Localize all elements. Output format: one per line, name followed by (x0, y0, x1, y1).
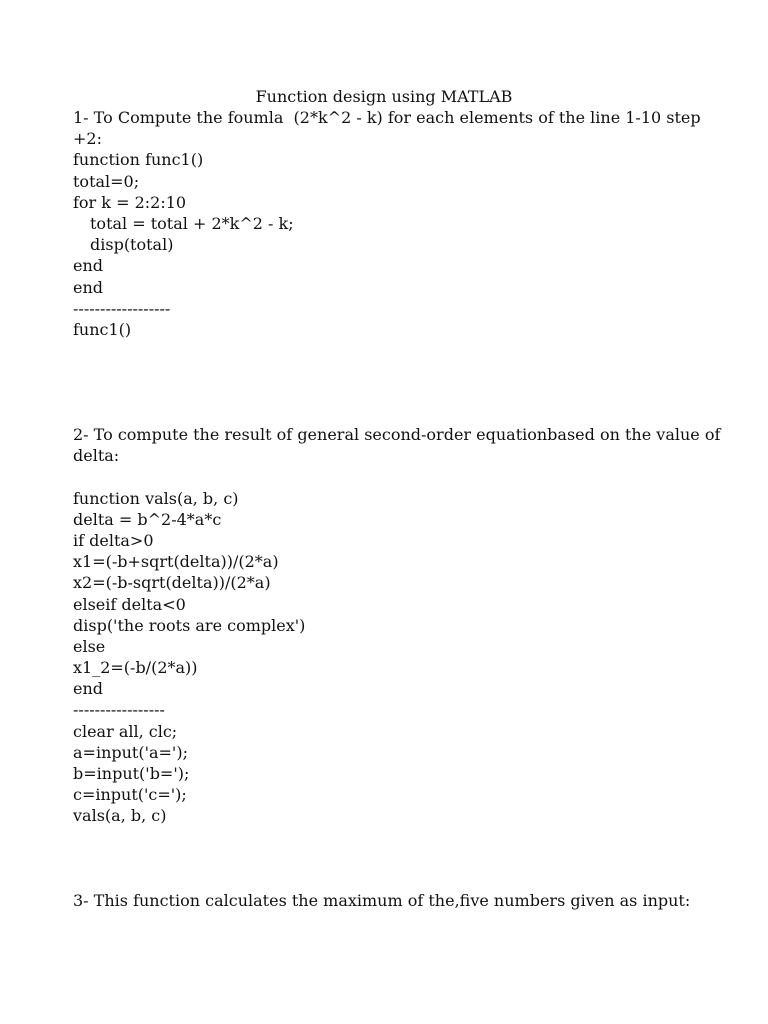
section-heading: 3- This function calculates the maximum of the,five numbers given as input: (73, 891, 691, 910)
code-line: x1_2=(-b/(2*a)) (73, 658, 198, 678)
code-line: vals(a, b, c) (73, 806, 167, 826)
section-heading: 1- To Compute the foumla (2*k^2 - k) for each elements of the line 1-10 step (73, 108, 701, 127)
separator-line: ------------------ (73, 298, 171, 318)
code-line: if delta>0 (73, 530, 154, 550)
code-line: for k = 2:2:10 (73, 192, 187, 212)
section-heading-continued: delta: (73, 446, 120, 466)
code-line: c=input('c='); (73, 785, 187, 805)
code-line: a=input('a='); (73, 742, 188, 762)
section-2 (73, 424, 721, 827)
code-line: elseif delta<0 (73, 594, 186, 614)
code-line: func1() (73, 319, 132, 339)
code-line: delta = b^2-4*a*c (73, 509, 222, 529)
code-line: clear all, clc; (73, 721, 178, 741)
code-line: end (73, 277, 104, 297)
code-line: function func1() (73, 150, 204, 170)
code-line: disp(total) (90, 235, 174, 255)
code-line: total=0; (73, 171, 140, 191)
code-line: x1=(-b+sqrt(delta))/(2*a) (73, 552, 279, 572)
code-line: disp('the roots are complex') (73, 615, 306, 635)
code-line: end (73, 679, 104, 699)
section-1 (73, 107, 713, 340)
section-heading: 2- To compute the result of general second-order equationbased on the value of (73, 425, 721, 444)
section-heading-continued: +2: (73, 129, 102, 149)
blank-line (73, 466, 713, 487)
separator-line: ----------------- (73, 700, 165, 720)
section-3 (73, 890, 713, 911)
document-title: Function design using MATLAB (255, 87, 513, 106)
code-line: total = total + 2*k^2 - k; (90, 213, 294, 233)
code-line: function vals(a, b, c) (73, 488, 239, 508)
code-line: end (73, 256, 104, 276)
code-line: else (73, 636, 106, 656)
code-line: b=input('b='); (73, 764, 190, 783)
code-line: x2=(-b-sqrt(delta))/(2*a) (73, 573, 271, 593)
